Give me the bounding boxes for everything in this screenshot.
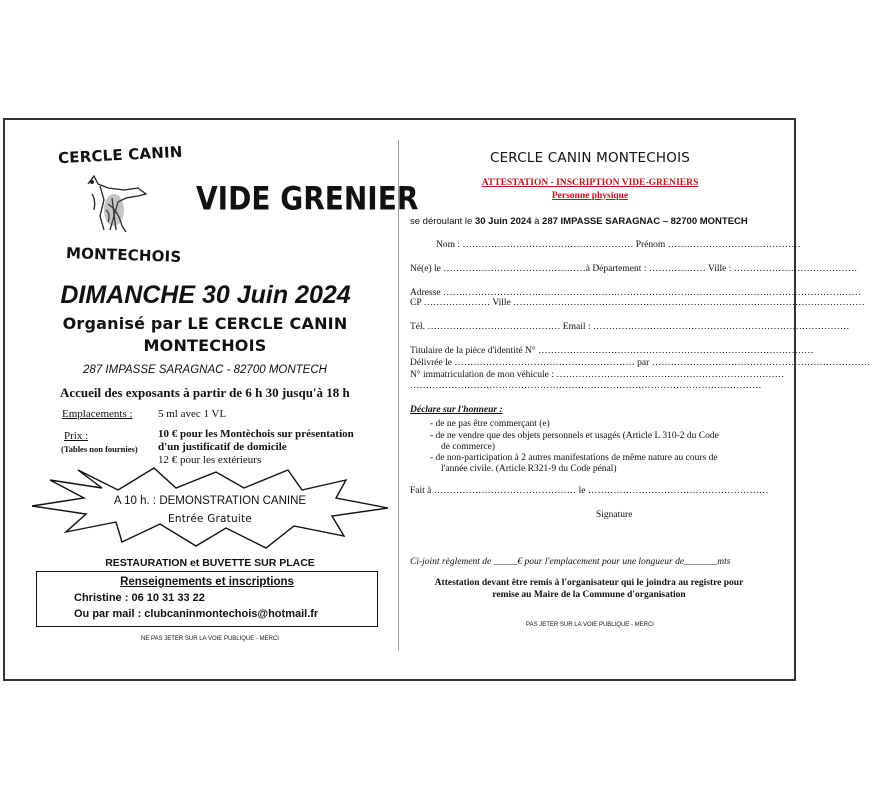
declare-heading: Déclare sur l'honneur : (410, 405, 503, 415)
field-delivree: Délivrée le ………………………………………………… par …………………………………………………………… (410, 358, 870, 368)
remise-line-2: remise au Maire de la Commune d'organisation (492, 590, 686, 600)
prix-line-3: 12 € pour les extérieurs (158, 454, 262, 466)
personne-physique: Personne physique (551, 191, 629, 201)
event-title: VIDE GRENIER (196, 179, 419, 218)
info-title: Renseignements et inscriptions (120, 576, 294, 588)
remise-line-1: Attestation devant être remis à l'organisateur qui le joindra au registre pour (434, 578, 744, 588)
event-address: 287 IMPASSE SARAGNAC - 82700 MONTECH (83, 364, 327, 376)
right-footer: PAS JETER SUR LA VOIE PUBLIQUE - MERCI (526, 622, 654, 628)
right-club-title: CERCLE CANIN MONTECHOIS (489, 150, 691, 166)
declare-item-3-cont: l'année civile. (Article R321-9 du Code pénal) (441, 464, 617, 474)
demo-line-1: A 10 h. : DEMONSTRATION CANINE (113, 495, 307, 507)
field-ne: Né(e) le ………………………………………à Département : ……………… Ville : ………………………………… (410, 264, 858, 274)
info-mail: Ou par mail : clubcaninmontechois@hotmail.fr (74, 608, 319, 620)
declare-item-2: - de ne vendre que des objets personnels et usagés (Article L 310-2 du Code (430, 431, 719, 441)
cijoint-line: Ci-joint règlement de _____€ pour l'emplacement pour une longueur de_______mts (410, 557, 731, 567)
dog-logo-icon (78, 170, 150, 236)
field-tel: Tél. …………………………………… Email : ……………………………………………………………………… (410, 322, 850, 332)
field-nom: Nom : ……………………………………………… Prénom …………………………………… (436, 240, 801, 250)
starburst-shape (26, 462, 390, 552)
intro-mid: à (531, 216, 543, 227)
restauration-line: RESTAURATION et BUVETTE SUR PLACE (105, 557, 315, 569)
prix-line-1: 10 € pour les Montèchois sur présentation (158, 428, 354, 440)
field-piece: Titulaire de la pièce d'identité N° …………………………………………………………………………… (410, 346, 814, 356)
field-immat: N° immatriculation de mon véhicule : ……………………………………………………………… (410, 370, 785, 380)
prix-line-2: d'un justificatif de domicile (158, 441, 287, 453)
emplacements-label: Emplacements : (62, 408, 133, 420)
intro-prefix: se déroulant le (410, 216, 475, 227)
tables-note: (Tables non fournies) (61, 444, 138, 454)
fait-line: Fait à ……………………………………… le ………………………………………………… (410, 486, 769, 496)
welcome-hours: Accueil des exposants à partir de 6 h 30 jusqu'à 18 h (60, 385, 350, 400)
field-immat-line2: ………………………………………………………………………………………………… (410, 381, 762, 391)
intro-address: 287 IMPASSE SARAGNAC – 82700 MONTECH (542, 216, 748, 227)
attestation-title: ATTESTATION - INSCRIPTION VIDE-GRENIERS (481, 178, 699, 188)
declare-item-1: - de ne pas être commerçant (e) (430, 419, 550, 429)
field-adresse: Adresse …………………………………………………………………………………………………………………… (410, 288, 861, 298)
signature-label: Signature (596, 510, 633, 520)
left-footer: NE PAS JETER SUR LA VOIE PUBLIQUE - MERCI (141, 636, 279, 642)
demo-line-2: Entrée Gratuite (168, 513, 252, 525)
intro-line (410, 216, 748, 227)
club-name-bottom: MONTECHOIS (65, 243, 182, 267)
declare-item-3: - de non-participation à 2 autres manifestations de même nature au cours de (430, 453, 718, 463)
organized-line-1: Organisé par LE CERCLE CANIN (62, 314, 348, 333)
declare-item-2-cont: de commerce) (441, 442, 496, 452)
prix-label: Prix : (64, 430, 89, 442)
info-phone: Christine : 06 10 31 33 22 (74, 592, 205, 604)
club-name-top: CERCLE CANIN (57, 142, 183, 168)
emplacements-value: 5 ml avec 1 VL (158, 408, 227, 420)
event-date: DIMANCHE 30 Juin 2024 (60, 281, 351, 309)
organized-line-2: MONTECHOIS (143, 336, 267, 355)
intro-date: 30 Juin 2024 (474, 216, 532, 227)
field-cp: CP ………………… Ville ………………………………………………………………………………………………… (410, 298, 865, 308)
